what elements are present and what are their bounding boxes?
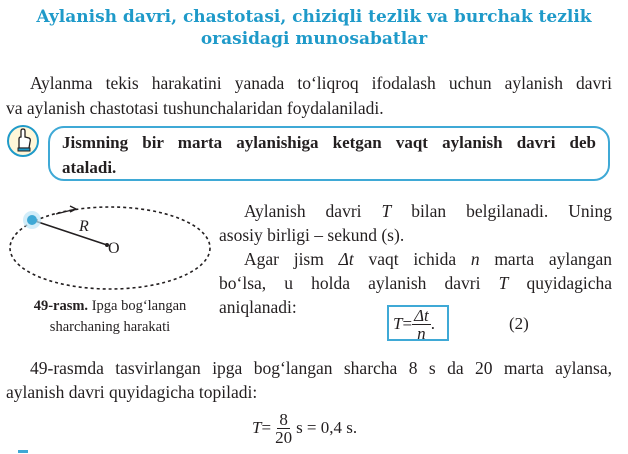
radius-label: R [79, 218, 89, 235]
result-eq: = [261, 418, 272, 437]
caption-number: 49-rasm. [33, 298, 89, 314]
pointing-hand-icon [6, 124, 40, 158]
intro-paragraph-cont [6, 96, 612, 121]
formula-number: (2) [509, 314, 529, 333]
caption-line1: Ipga bog‘langan [91, 298, 187, 314]
formula-lhs: T [393, 314, 403, 333]
result-rest: s = 0,4 s. [296, 418, 358, 437]
formula-numerator: Δt [414, 305, 429, 325]
right-line1: Aylanish davri T bilan belgilanadi. Uning [244, 201, 612, 221]
formula-dot: . [430, 314, 436, 333]
intro-line2: va aylanish chastotasi tushunchalaridan foydalaniladi. [6, 98, 384, 118]
definition-line2: ataladi. [62, 158, 117, 177]
result-formula [252, 408, 357, 448]
caption-line2: sharchaning harakati [49, 319, 171, 335]
section-heading-line1: Aylanish davri, chastotasi, chiziqli tezlik va burchak tezlik [36, 7, 592, 27]
right-line3: Agar jism Δt vaqt ichida n marta aylangan [244, 249, 613, 269]
right-line4: bo‘lsa, u holda aylanish davri T quyidagicha [219, 273, 613, 293]
center-label: O [108, 240, 120, 257]
string-line [32, 220, 107, 245]
result-fraction [275, 411, 292, 446]
example-line1: 49-rasmda tasvirlangan ipga bog‘langan sharcha 8 s da 20 marta aylansa, [30, 358, 612, 378]
formula-eq: = [402, 314, 413, 333]
result-numerator: 8 [279, 409, 288, 429]
formula-denominator: n [417, 323, 426, 343]
page-accent-mark [18, 450, 28, 453]
intro-paragraph [30, 71, 612, 96]
formula-fraction [412, 307, 431, 342]
right-line5: aniqlanadi: [219, 297, 297, 317]
example-line2: aylanish davri quyidagicha topiladi: [6, 382, 258, 402]
figure-caption [10, 296, 210, 338]
right-line2: asosiy birligi – sekund (s). [219, 225, 405, 245]
section-heading-line2: orasidagi munosabatlar [200, 29, 428, 49]
definition-line1: Jismning bir marta aylanishiga ketgan vaqt aylanish davri deb [62, 133, 596, 152]
period-formula [393, 307, 435, 341]
ball [27, 215, 37, 225]
intro-line1: Aylanma tekis harakatini yanada to‘liqroq ifodalash uchun aylanish davri [30, 73, 612, 93]
definition-box [48, 126, 610, 181]
result-denominator: 20 [275, 427, 293, 447]
result-lhs: T [252, 418, 262, 437]
